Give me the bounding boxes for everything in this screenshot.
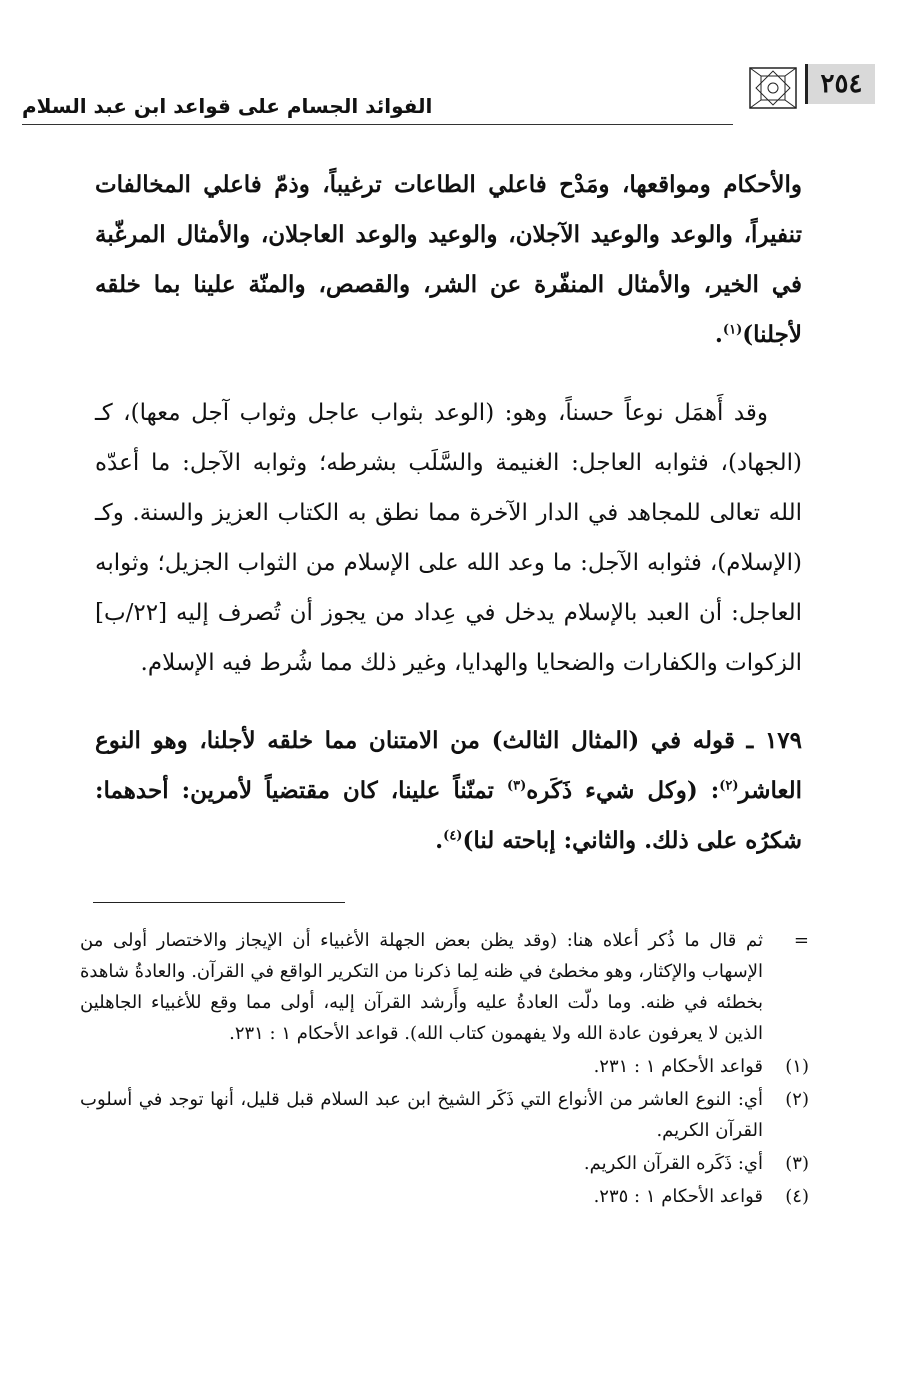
footnote-separator (93, 902, 345, 903)
footnote-marker: (١) (785, 1056, 809, 1077)
paragraph-3-end: . (435, 827, 444, 854)
paragraph-2 (95, 388, 802, 688)
running-title: الفوائد الجسام على قواعد ابن عبد السلام (22, 94, 433, 118)
footnote-ref-3: (٣) (506, 778, 527, 794)
footnote-text: ثم قال ما ذُكر أعلاه هنا: (وقد يظن بعض الجهلة الأغبياء أن الإيجاز والاختصار أولى من الإسهاب والإكثار، وهو مخطئ في ظنه لِما ذكرنا من التكرير الواقع في القرآن. والعادةُ شاهدة بخطئه في ظنه. وما دلّت العادةُ عليه وأَرشد القرآن إليه، أولى مما وقع للأغبياء الجاهلين الذين لا يعرفون عادة الله ولا يفهمون كتاب الله). قواعد الأحكام ١ : ٢٣١. (80, 930, 763, 1044)
footnote-marker: = (793, 930, 809, 951)
footnote-marker: (٢) (785, 1089, 809, 1110)
paragraph-1-text: والأحكام ومواقعها، ومَدْح فاعلي الطاعات ترغيباً، وذمّ فاعلي المخالفات تنفيراً، والوعد والوعيد الآجلان، والوعيد والوعد العاجلان، والأمثال المرغّبة في الخير، والأمثال المنفّرة عن الشر، والقصص، والمنّة علينا بما خلقه لأجلنا) (95, 171, 802, 348)
paragraph-1 (95, 160, 802, 360)
footnote-ref-1: (١) (722, 322, 743, 338)
footnote-3 (80, 1148, 809, 1179)
footnote-continued (80, 925, 809, 1049)
footnote-text: قواعد الأحكام ١ : ٢٣٥. (593, 1186, 763, 1207)
geometric-star-ornament-icon (747, 66, 799, 110)
page-header (22, 60, 863, 134)
main-text (95, 160, 802, 866)
footnote-2 (80, 1084, 809, 1146)
footnote-marker: (٤) (785, 1186, 809, 1207)
paragraph-2-text: وقد أَهمَل نوعاً حسناً، وهو: (الوعد بثواب عاجل وثواب آجل معها)، كـ (الجهاد)، فثوابه العاجل: الغنيمة والسَّلَب بشرطه؛ وثوابه الآجل: ما أعدّه الله تعالى للمجاهد في الدار الآخرة مما نطق به الكتاب العزيز والسنة. وكـ (الإسلام)، فثوابه الآجل: ما وعد الله على الإسلام من الثواب الجزيل؛ وثوابه العاجل: أن العبد بالإسلام يدخل في عِداد من يجوز أن تُصرف إليه [٢٢/ب] الزكوات والكفارات والضحايا والهدايا، وغير ذلك مما شُرط فيه الإسلام. (95, 400, 802, 676)
paragraph-1-end: . (714, 321, 723, 348)
footnote-text: قواعد الأحكام ١ : ٢٣١. (593, 1056, 763, 1077)
footnote-text: أي: النوع العاشر من الأنواع التي ذَكَر الشيخ ابن عبد السلام قبل قليل، أنها توجد في أسلوب القرآن الكريم. (80, 1089, 763, 1141)
page-number: ٢٥٤ (805, 64, 875, 104)
footnote-4 (80, 1181, 809, 1212)
paragraph-3 (95, 716, 802, 866)
footnote-marker: (٣) (785, 1153, 809, 1174)
header-rule (22, 124, 733, 125)
paragraph-3-text-b: : (وكل شيء ذَكَره (526, 777, 720, 804)
paragraph-3-text-c: تمنّناً علينا، كان مقتضياً لأمرين: أحدهما: شكرُه على ذلك. والثاني: إباحته لنا) (95, 777, 802, 854)
footnote-ref-4: (٤) (443, 828, 463, 844)
footnote-text: أي: ذَكَره القرآن الكريم. (583, 1153, 763, 1174)
footnote-ref-2: (٢) (719, 778, 739, 794)
footnote-1 (80, 1051, 809, 1082)
footnotes (80, 925, 809, 1214)
paragraph-3-text-a: ١٧٩ ـ قوله في (المثال الثالث) من الامتنان مما خلقه لأجلنا، وهو النوع العاشر (95, 727, 802, 804)
